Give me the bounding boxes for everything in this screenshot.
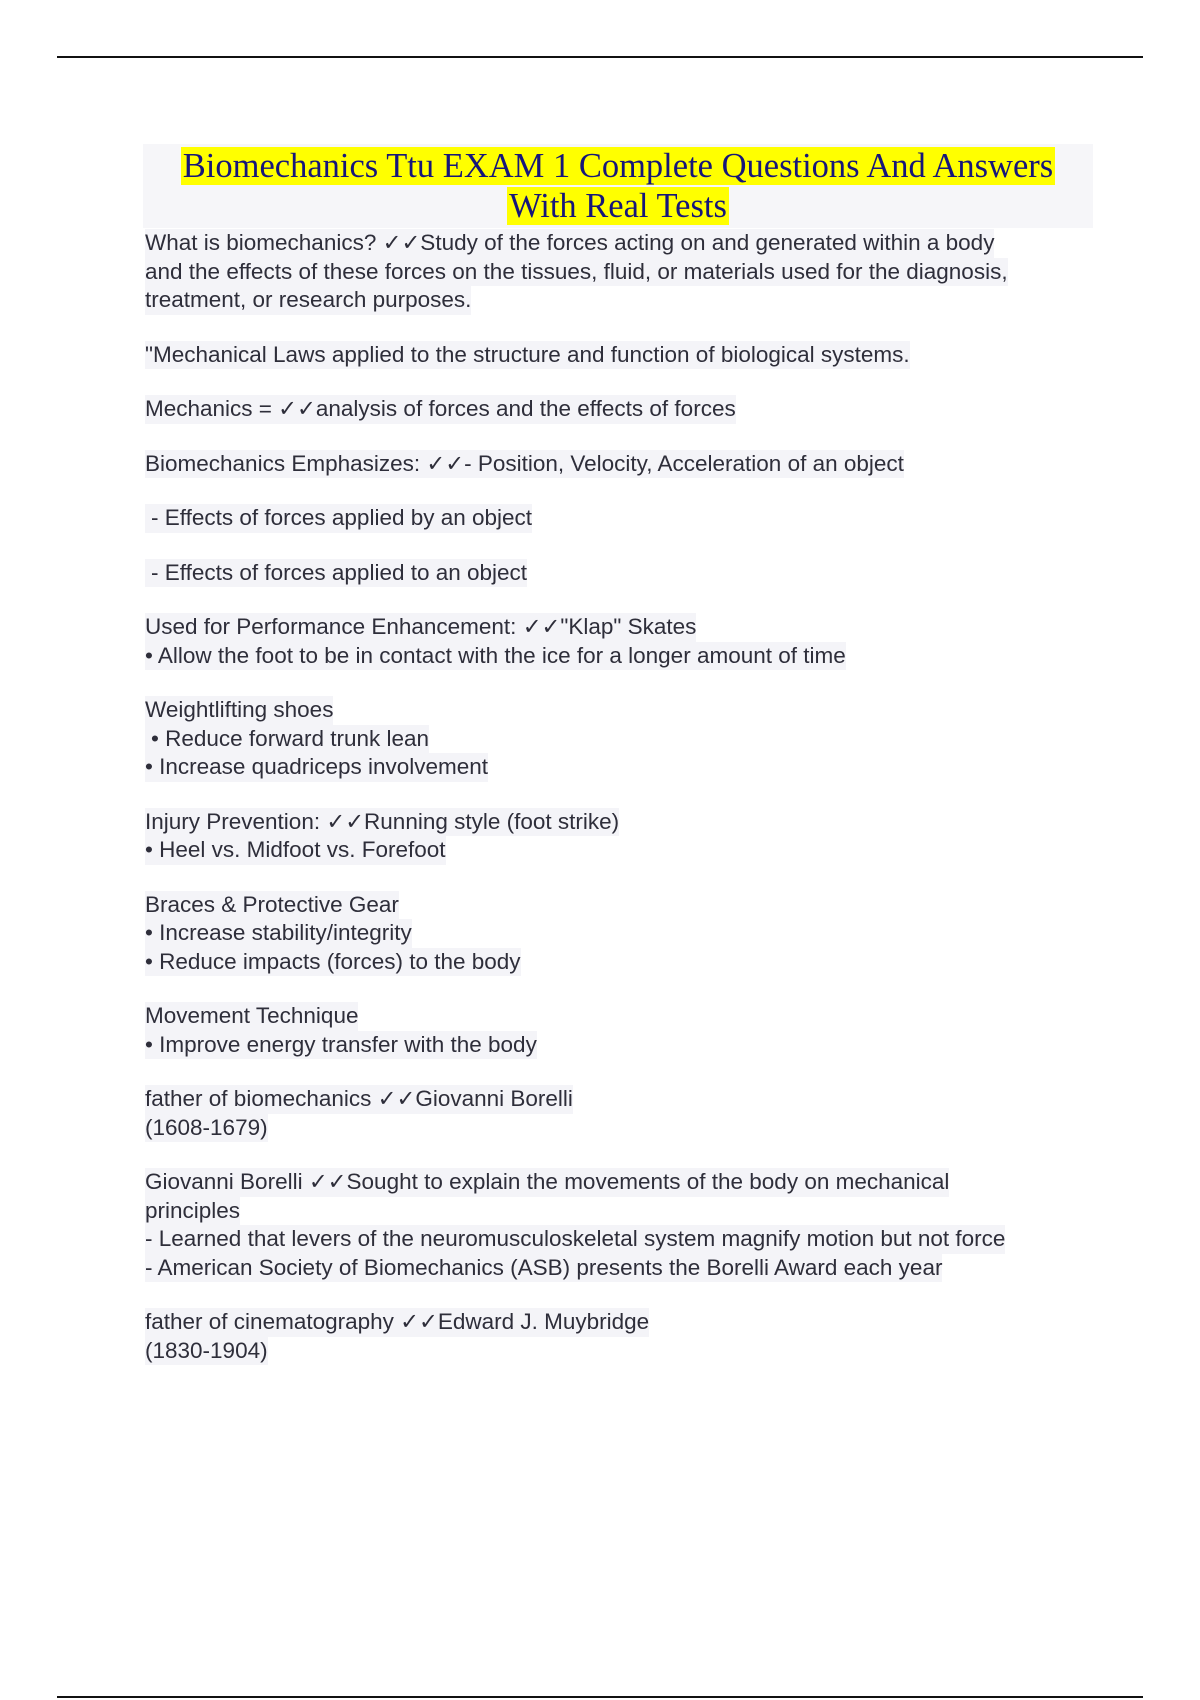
- text-line: "Mechanical Laws applied to the structure and function of biological systems.: [145, 341, 910, 370]
- text-line: - Effects of forces applied by an object: [145, 504, 532, 533]
- qa-block: [145, 613, 1095, 670]
- text-line: Braces & Protective Gear: [145, 891, 399, 920]
- text-line: Injury Prevention: ✓✓Running style (foot strike): [145, 808, 619, 837]
- text-line: Giovanni Borelli ✓✓Sought to explain the movements of the body on mechanical: [145, 1168, 949, 1197]
- text-line: Weightlifting shoes: [145, 696, 333, 725]
- text-line: Movement Technique: [145, 1002, 358, 1031]
- text-line: father of biomechanics ✓✓Giovanni Borelli: [145, 1085, 573, 1114]
- text-line: treatment, or research purposes.: [145, 286, 471, 315]
- qa-block: [145, 1168, 1095, 1282]
- text-line: • Reduce forward trunk lean: [145, 725, 429, 754]
- text-line: and the effects of these forces on the tissues, fluid, or materials used for the diagnosis,: [145, 258, 1008, 287]
- text-line: - Learned that levers of the neuromusculoskeletal system magnify motion but not force: [145, 1225, 1005, 1254]
- qa-block: [145, 1308, 1095, 1365]
- text-line: Mechanics = ✓✓analysis of forces and the effects of forces: [145, 395, 736, 424]
- qa-block: [145, 559, 1095, 588]
- qa-content: [145, 229, 1095, 1391]
- text-line: Used for Performance Enhancement: ✓✓"Klap" Skates: [145, 613, 696, 642]
- qa-block: [145, 696, 1095, 782]
- text-line: (1608-1679): [145, 1114, 268, 1143]
- page-title: [143, 144, 1093, 228]
- text-line: • Increase quadriceps involvement: [145, 753, 488, 782]
- qa-block: [145, 341, 1095, 370]
- text-line: What is biomechanics? ✓✓Study of the forces acting on and generated within a body: [145, 229, 994, 258]
- qa-block: [145, 395, 1095, 424]
- text-line: • Allow the foot to be in contact with the ice for a longer amount of time: [145, 642, 846, 671]
- text-line: father of cinematography ✓✓Edward J. Muybridge: [145, 1308, 649, 1337]
- text-line: (1830-1904): [145, 1337, 268, 1366]
- qa-block: [145, 504, 1095, 533]
- qa-block: [145, 450, 1095, 479]
- title-line-2: With Real Tests: [509, 187, 727, 225]
- text-line: Biomechanics Emphasizes: ✓✓- Position, Velocity, Acceleration of an object: [145, 450, 904, 479]
- header-rule: [57, 56, 1143, 58]
- title-line-1: Biomechanics Ttu EXAM 1 Complete Questions And Answers: [182, 147, 1054, 185]
- text-line: principles: [145, 1197, 240, 1226]
- text-line: - American Society of Biomechanics (ASB) presents the Borelli Award each year: [145, 1254, 942, 1283]
- qa-block: [145, 229, 1095, 315]
- text-line: • Increase stability/integrity: [145, 919, 412, 948]
- qa-block: [145, 808, 1095, 865]
- qa-block: [145, 891, 1095, 977]
- qa-block: [145, 1002, 1095, 1059]
- text-line: - Effects of forces applied to an object: [145, 559, 527, 588]
- text-line: • Improve energy transfer with the body: [145, 1031, 537, 1060]
- qa-block: [145, 1085, 1095, 1142]
- text-line: • Reduce impacts (forces) to the body: [145, 948, 521, 977]
- footer-rule: [57, 1696, 1143, 1698]
- text-line: • Heel vs. Midfoot vs. Forefoot: [145, 836, 446, 865]
